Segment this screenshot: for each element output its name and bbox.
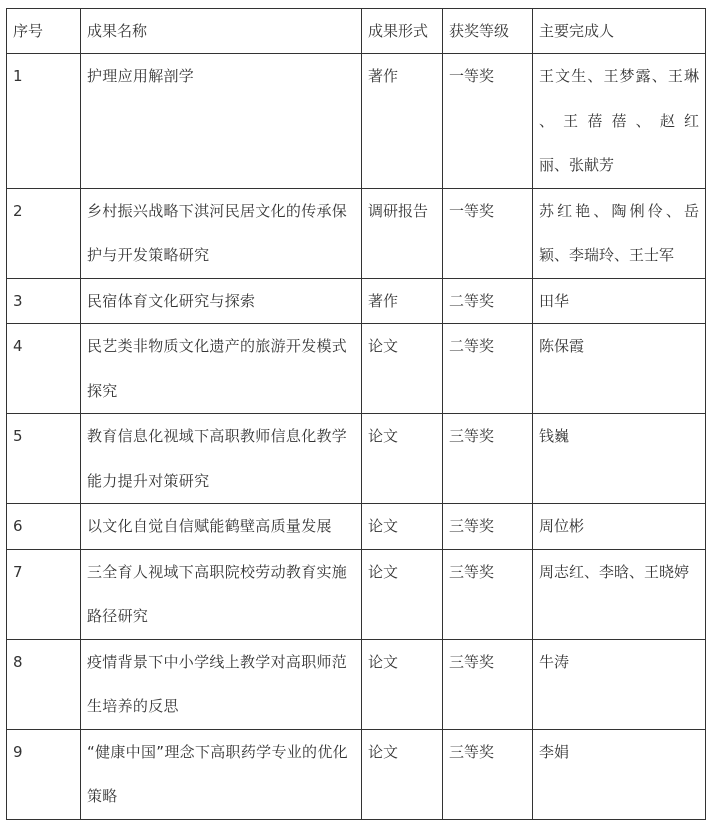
cell-people: 周志红、李晗、王晓婷: [533, 549, 706, 639]
cell-name: 教育信息化视域下高职教师信息化教学能力提升对策研究: [81, 414, 362, 504]
cell-level: 二等奖: [443, 324, 533, 414]
cell-level: 三等奖: [443, 504, 533, 550]
header-level: 获奖等级: [443, 9, 533, 54]
table-row: [7, 729, 706, 819]
cell-name: 疫情背景下中小学线上教学对高职师范生培养的反思: [81, 639, 362, 729]
cell-seq: 8: [7, 639, 81, 729]
cell-name: 护理应用解剖学: [81, 54, 362, 189]
cell-people: 田华: [533, 278, 706, 324]
cell-form: 论文: [362, 729, 443, 819]
table-row: [7, 54, 706, 189]
cell-level: 三等奖: [443, 639, 533, 729]
cell-level: 一等奖: [443, 54, 533, 189]
cell-form: 论文: [362, 549, 443, 639]
cell-name: “健康中国”理念下高职药学专业的优化策略: [81, 729, 362, 819]
cell-people: 牛涛: [533, 639, 706, 729]
cell-seq: 7: [7, 549, 81, 639]
header-form: 成果形式: [362, 9, 443, 54]
cell-form: 论文: [362, 324, 443, 414]
cell-level: 三等奖: [443, 549, 533, 639]
cell-form: 论文: [362, 414, 443, 504]
cell-seq: 9: [7, 729, 81, 819]
table-row: [7, 324, 706, 414]
cell-form: 调研报告: [362, 188, 443, 278]
table-row: [7, 639, 706, 729]
cell-seq: 5: [7, 414, 81, 504]
cell-level: 二等奖: [443, 278, 533, 324]
cell-people: 苏红艳、陶俐伶、岳颖、李瑞玲、王士军: [533, 188, 706, 278]
cell-form: 论文: [362, 504, 443, 550]
cell-name: 乡村振兴战略下淇河民居文化的传承保护与开发策略研究: [81, 188, 362, 278]
header-row: [7, 9, 706, 54]
header-name: 成果名称: [81, 9, 362, 54]
awards-table: [6, 8, 706, 820]
cell-level: 三等奖: [443, 414, 533, 504]
cell-form: 著作: [362, 54, 443, 189]
header-seq: 序号: [7, 9, 81, 54]
table-row: [7, 549, 706, 639]
table-header: [7, 9, 706, 54]
cell-seq: 1: [7, 54, 81, 189]
cell-seq: 3: [7, 278, 81, 324]
cell-people: 陈保霞: [533, 324, 706, 414]
table-row: [7, 188, 706, 278]
cell-form: 著作: [362, 278, 443, 324]
cell-people: 周位彬: [533, 504, 706, 550]
cell-level: 一等奖: [443, 188, 533, 278]
cell-people: 钱巍: [533, 414, 706, 504]
cell-name: 民艺类非物质文化遗产的旅游开发模式探究: [81, 324, 362, 414]
cell-people: 王文生、王梦露、王琳 、 王 蓓 蓓 、 赵 红 丽、张献芳: [533, 54, 706, 189]
header-people: 主要完成人: [533, 9, 706, 54]
table-row: [7, 278, 706, 324]
cell-seq: 4: [7, 324, 81, 414]
table-row: [7, 504, 706, 550]
cell-seq: 6: [7, 504, 81, 550]
cell-seq: 2: [7, 188, 81, 278]
table-row: [7, 414, 706, 504]
cell-form: 论文: [362, 639, 443, 729]
cell-name: 以文化自觉自信赋能鹤壁高质量发展: [81, 504, 362, 550]
cell-people: 李娟: [533, 729, 706, 819]
cell-name: 民宿体育文化研究与探索: [81, 278, 362, 324]
cell-name: 三全育人视域下高职院校劳动教育实施路径研究: [81, 549, 362, 639]
table-body: [7, 54, 706, 820]
cell-level: 三等奖: [443, 729, 533, 819]
